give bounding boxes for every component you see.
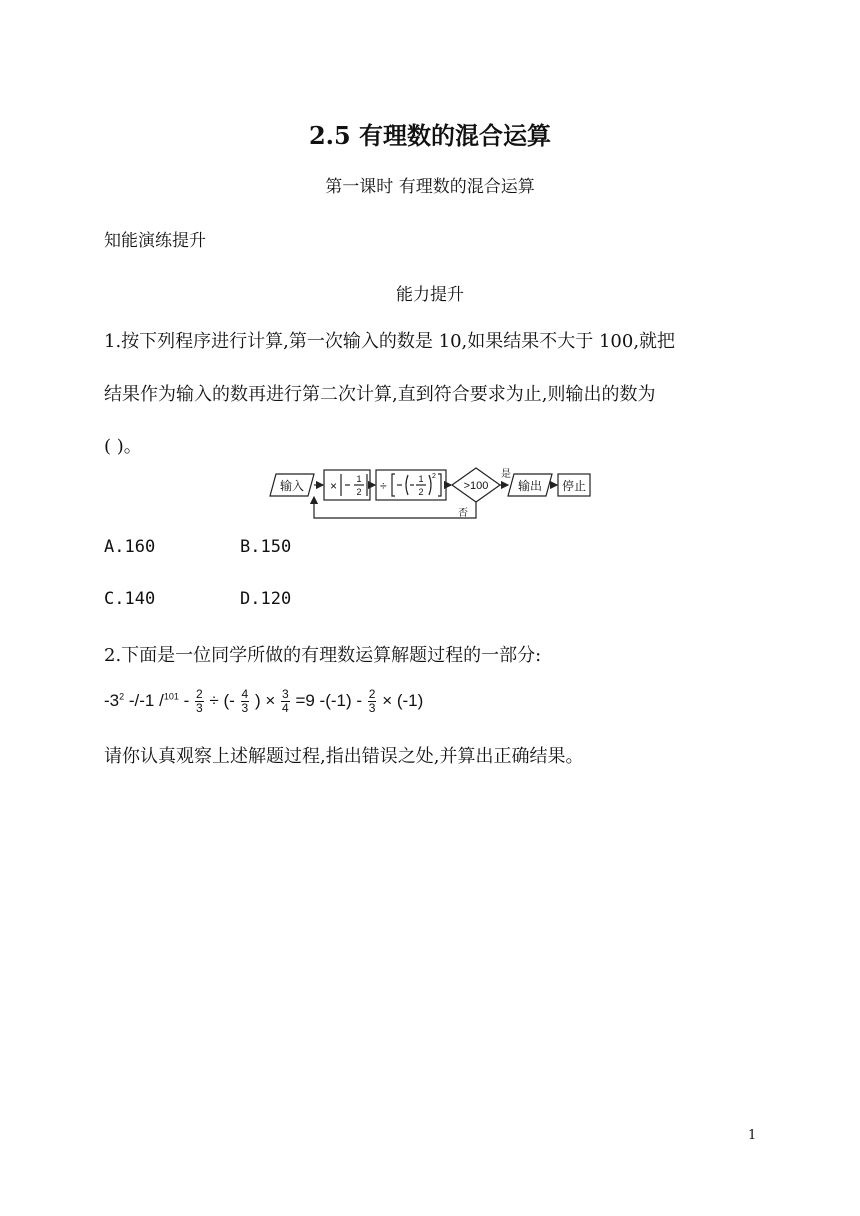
flow-step1-denominator: 2 (356, 487, 362, 497)
flow-no-label: 否 (458, 508, 468, 519)
formula-part-g: × (-1) (382, 690, 424, 710)
formula-fraction-1: $\frac{2}{3}$ (196, 687, 203, 715)
flow-step2-numerator: 1 (418, 474, 424, 484)
flow-step2-denominator: 2 (418, 487, 424, 497)
question-1-line-2: 结果作为输入的数再进行第二次计算,直到符合要求为止,则输出的数为 (104, 384, 656, 405)
formula-fraction-2: $\frac{4}{3}$ (241, 687, 249, 715)
flow-decision-label: >100 (463, 480, 489, 492)
question-2-formula (104, 688, 423, 715)
page-number: 1 (748, 1128, 757, 1143)
formula-exp-a: 2 (119, 691, 125, 702)
formula-exp-b: 101 (163, 691, 179, 702)
option-a: A.160 (104, 537, 156, 557)
question-2-line-2: 请你认真观察上述解题过程,指出错误之处,并算出正确结果。 (104, 746, 584, 767)
flow-step2-exponent: 2 (432, 473, 436, 480)
flow-input-label: 输入 (279, 479, 305, 493)
question-1-line-1: 1.按下列程序进行计算,第一次输入的数是 10,如果结果不大于 100,就把 (104, 331, 676, 352)
flow-yes-label: 是 (501, 469, 511, 480)
formula-part-d: ÷ (- (209, 690, 235, 710)
question-1-line-3: ( )。 (104, 436, 142, 457)
formula-part-b: -/-1 / (128, 690, 164, 710)
option-c: C.140 (104, 589, 156, 609)
question-2-line-1: 2.下面是一位同学所做的有理数运算解题过程的一部分: (104, 645, 542, 666)
flow-output-label: 输出 (517, 479, 543, 493)
formula-part-e: ) × (254, 690, 276, 710)
section-heading: 知能演练提升 (104, 231, 206, 251)
page-title: 2.5 有理数的混合运算 (308, 121, 552, 150)
flow-step1-op: × (330, 479, 338, 493)
formula-part-c: - (183, 690, 190, 710)
flow-step1-numerator: 1 (356, 474, 362, 484)
formula-part-a: -3 (104, 690, 120, 710)
lesson-subtitle: 第一课时 有理数的混合运算 (325, 177, 535, 197)
subsection-heading: 能力提升 (396, 285, 464, 305)
program-flowchart (268, 464, 598, 526)
option-d: D.120 (240, 589, 292, 609)
formula-part-f: =9 -(-1) - (295, 690, 363, 710)
flow-step2-op: ÷ (380, 479, 387, 493)
formula-fraction-4: $\frac{2}{3}$ (368, 687, 376, 715)
flow-stop-label: 停止 (561, 479, 587, 493)
option-b: B.150 (240, 537, 292, 557)
flow-feedback-loop (314, 499, 476, 518)
formula-fraction-3: $\frac{3}{4}$ (282, 687, 289, 715)
